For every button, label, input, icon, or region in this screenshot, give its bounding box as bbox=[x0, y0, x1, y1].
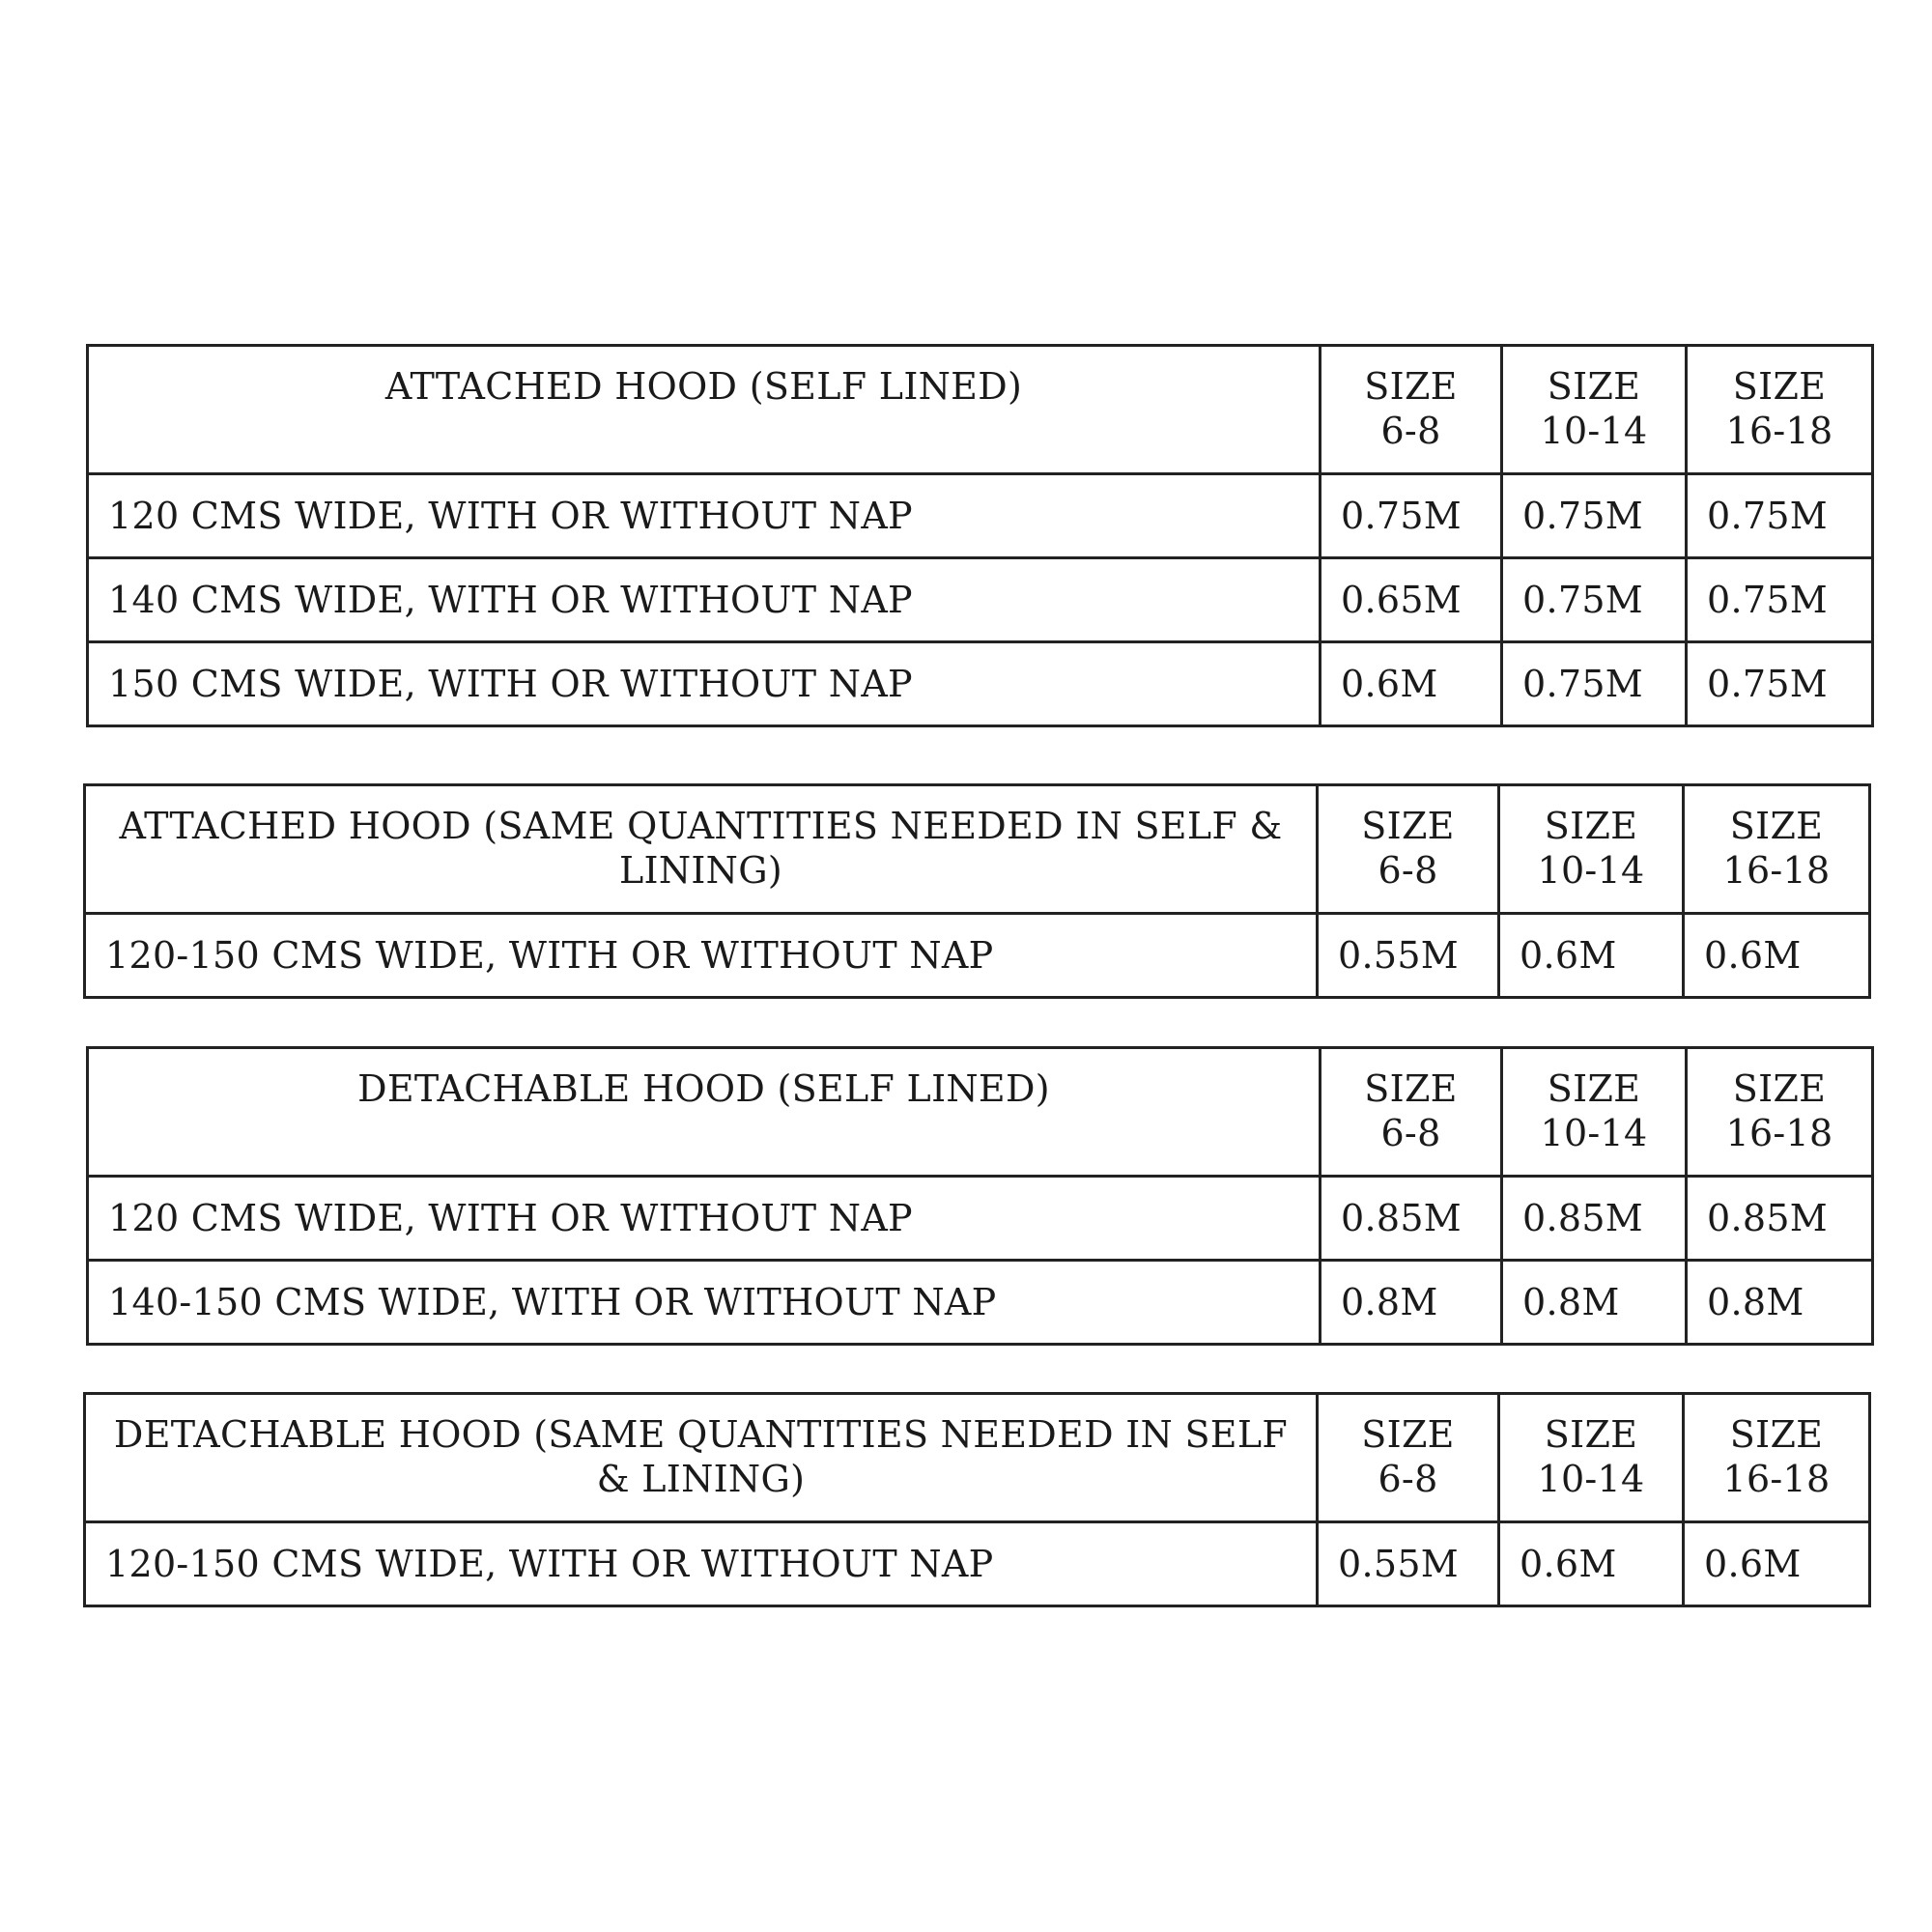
table-title: DETACHABLE HOOD (SELF LINED) bbox=[88, 1048, 1321, 1177]
quantity-cell: 0.75M bbox=[1502, 642, 1687, 726]
quantity-cell: 0.8M bbox=[1687, 1261, 1873, 1345]
size-column-header: SIZE 16-18 bbox=[1684, 785, 1870, 914]
table-title: DETACHABLE HOOD (SAME QUANTITIES NEEDED IN SELF & LINING) bbox=[85, 1394, 1318, 1522]
fabric-width-label: 120-150 CMS WIDE, WITH OR WITHOUT NAP bbox=[85, 914, 1318, 998]
table-row bbox=[88, 642, 1873, 726]
table-title: ATTACHED HOOD (SAME QUANTITIES NEEDED IN SELF & LINING) bbox=[85, 785, 1318, 914]
attached-hood-self-lined-table bbox=[86, 344, 1874, 727]
table-row bbox=[85, 914, 1870, 998]
table-title: ATTACHED HOOD (SELF LINED) bbox=[88, 346, 1321, 474]
quantity-cell: 0.75M bbox=[1321, 474, 1502, 558]
table-row bbox=[88, 1261, 1873, 1345]
table-header-row bbox=[88, 1048, 1873, 1177]
quantity-cell: 0.85M bbox=[1687, 1177, 1873, 1261]
size-column-header: SIZE 10-14 bbox=[1502, 1048, 1687, 1177]
table-row bbox=[88, 1177, 1873, 1261]
quantity-cell: 0.75M bbox=[1502, 474, 1687, 558]
size-column-header: SIZE 10-14 bbox=[1499, 785, 1684, 914]
quantity-cell: 0.8M bbox=[1502, 1261, 1687, 1345]
table-header-row bbox=[88, 346, 1873, 474]
quantity-cell: 0.6M bbox=[1321, 642, 1502, 726]
quantity-cell: 0.85M bbox=[1321, 1177, 1502, 1261]
quantity-cell: 0.85M bbox=[1502, 1177, 1687, 1261]
quantity-cell: 0.75M bbox=[1502, 558, 1687, 642]
quantity-cell: 0.6M bbox=[1684, 914, 1870, 998]
size-column-header: SIZE 16-18 bbox=[1687, 346, 1873, 474]
size-column-header: SIZE 6-8 bbox=[1321, 346, 1502, 474]
quantity-cell: 0.75M bbox=[1687, 642, 1873, 726]
attached-hood-self-and-lining-table bbox=[83, 783, 1871, 999]
detachable-hood-self-lined-table bbox=[86, 1046, 1874, 1346]
fabric-width-label: 120 CMS WIDE, WITH OR WITHOUT NAP bbox=[88, 474, 1321, 558]
size-column-header: SIZE 10-14 bbox=[1499, 1394, 1684, 1522]
fabric-width-label: 120 CMS WIDE, WITH OR WITHOUT NAP bbox=[88, 1177, 1321, 1261]
table-row bbox=[88, 474, 1873, 558]
size-column-header: SIZE 16-18 bbox=[1684, 1394, 1870, 1522]
quantity-cell: 0.75M bbox=[1687, 474, 1873, 558]
fabric-width-label: 140-150 CMS WIDE, WITH OR WITHOUT NAP bbox=[88, 1261, 1321, 1345]
quantity-cell: 0.6M bbox=[1499, 1522, 1684, 1606]
size-column-header: SIZE 10-14 bbox=[1502, 346, 1687, 474]
size-column-header: SIZE 6-8 bbox=[1318, 785, 1499, 914]
size-column-header: SIZE 6-8 bbox=[1321, 1048, 1502, 1177]
quantity-cell: 0.55M bbox=[1318, 914, 1499, 998]
table-row bbox=[85, 1522, 1870, 1606]
quantity-cell: 0.75M bbox=[1687, 558, 1873, 642]
fabric-width-label: 120-150 CMS WIDE, WITH OR WITHOUT NAP bbox=[85, 1522, 1318, 1606]
size-column-header: SIZE 16-18 bbox=[1687, 1048, 1873, 1177]
quantity-cell: 0.6M bbox=[1499, 914, 1684, 998]
quantity-cell: 0.65M bbox=[1321, 558, 1502, 642]
table-header-row bbox=[85, 785, 1870, 914]
quantity-cell: 0.55M bbox=[1318, 1522, 1499, 1606]
fabric-width-label: 140 CMS WIDE, WITH OR WITHOUT NAP bbox=[88, 558, 1321, 642]
table-header-row bbox=[85, 1394, 1870, 1522]
table-row bbox=[88, 558, 1873, 642]
size-column-header: SIZE 6-8 bbox=[1318, 1394, 1499, 1522]
quantity-cell: 0.8M bbox=[1321, 1261, 1502, 1345]
fabric-width-label: 150 CMS WIDE, WITH OR WITHOUT NAP bbox=[88, 642, 1321, 726]
detachable-hood-self-and-lining-table bbox=[83, 1392, 1871, 1607]
quantity-cell: 0.6M bbox=[1684, 1522, 1870, 1606]
